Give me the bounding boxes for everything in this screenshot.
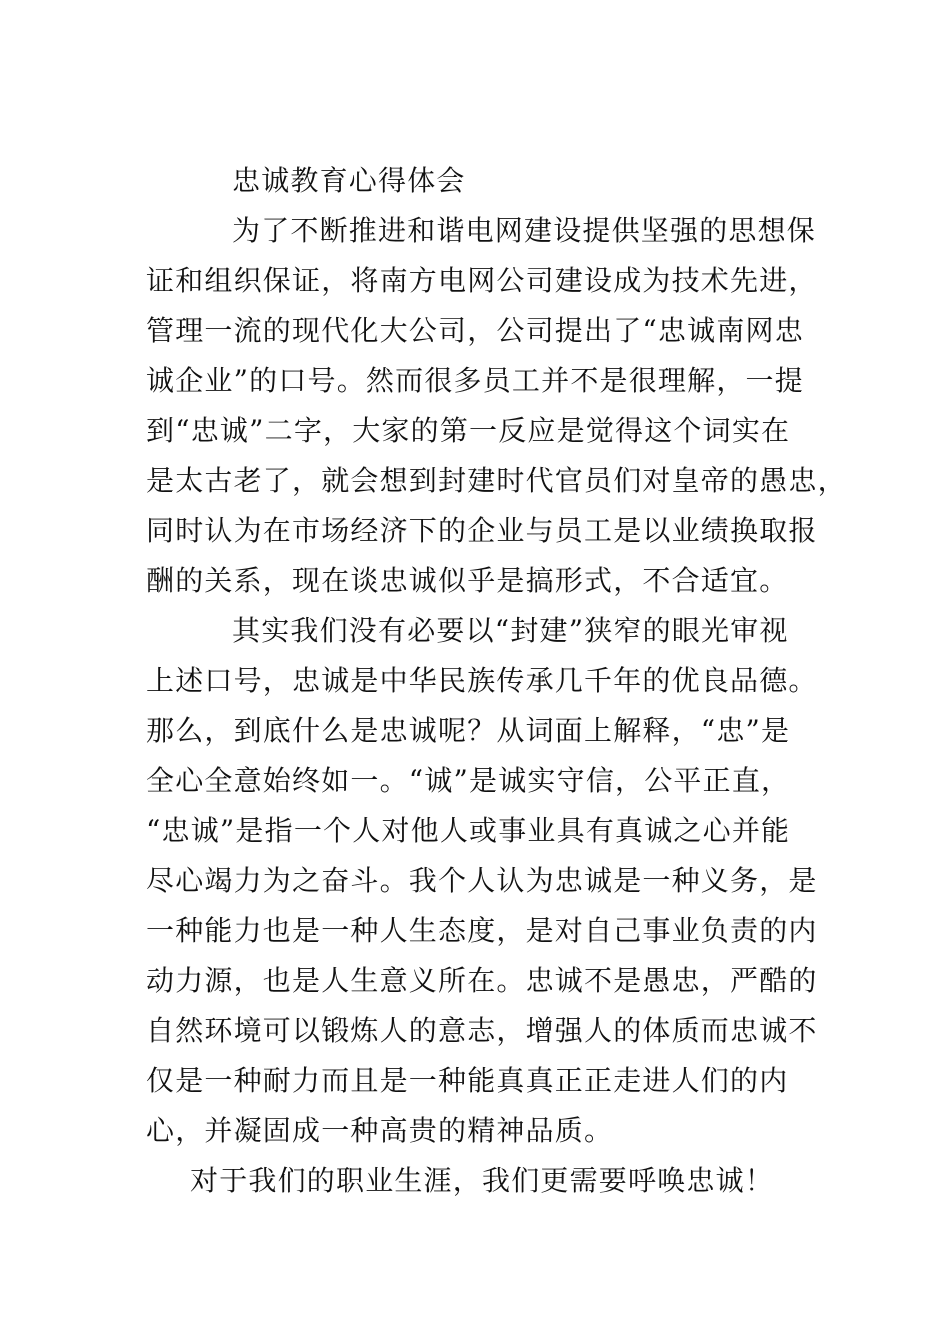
paragraph-line: 到“忠诚”二字，大家的第一反应是觉得这个词实在 — [146, 414, 791, 447]
paragraph-line: 仅是一种耐力而且是一种能真真正正走进人们的内 — [146, 1064, 789, 1097]
paragraph-line: 证和组织保证，将南方电网公司建设成为技术先进， — [146, 264, 818, 297]
paragraph-line: 同时认为在市场经济下的企业与员工是以业绩换取报 — [146, 514, 818, 547]
paragraph-line: 自然环境可以锻炼人的意志，增强人的体质而忠诚不 — [146, 1014, 818, 1047]
paragraph-line: 心，并凝固成一种高贵的精神品质。 — [146, 1114, 614, 1147]
paragraph-line: 全心全意始终如一。“诚”是诚实守信，公平正直， — [146, 764, 791, 797]
paragraph-line: 酬的关系，现在谈忠诚似乎是搞形式，不合适宜。 — [146, 564, 789, 597]
paragraph-line: 尽心竭力为之奋斗。我个人认为忠诚是一种义务，是 — [146, 864, 818, 897]
paragraph-line: 其实我们没有必要以“封建”狭窄的眼光审视 — [232, 614, 789, 647]
document-title: 忠诚教育心得体会 — [232, 164, 466, 197]
paragraph-line: 一种能力也是一种人生态度，是对自己事业负责的内 — [146, 914, 818, 947]
paragraph-line: 动力源，也是人生意义所在。忠诚不是愚忠，严酷的 — [146, 964, 818, 997]
paragraph-line: “忠诚”是指一个人对他人或事业具有真诚之心并能 — [146, 814, 791, 847]
paragraph-line: 是太古老了，就会想到封建时代官员们对皇帝的愚忠， — [146, 464, 847, 497]
paragraph-line: 那么，到底什么是忠诚呢？从词面上解释，“忠”是 — [146, 714, 791, 747]
paragraph-line: 管理一流的现代化大公司，公司提出了“忠诚南网忠 — [146, 314, 804, 347]
paragraph-line: 诚企业”的口号。然而很多员工并不是很理解，一提 — [146, 364, 804, 397]
paragraph-line: 为了不断推进和谐电网建设提供坚强的思想保 — [232, 214, 817, 247]
closing-line: 对于我们的职业生涯，我们更需要呼唤忠诚！ — [190, 1164, 775, 1197]
paragraph-line: 上述口号，忠诚是中华民族传承几千年的优良品德。 — [146, 664, 818, 697]
